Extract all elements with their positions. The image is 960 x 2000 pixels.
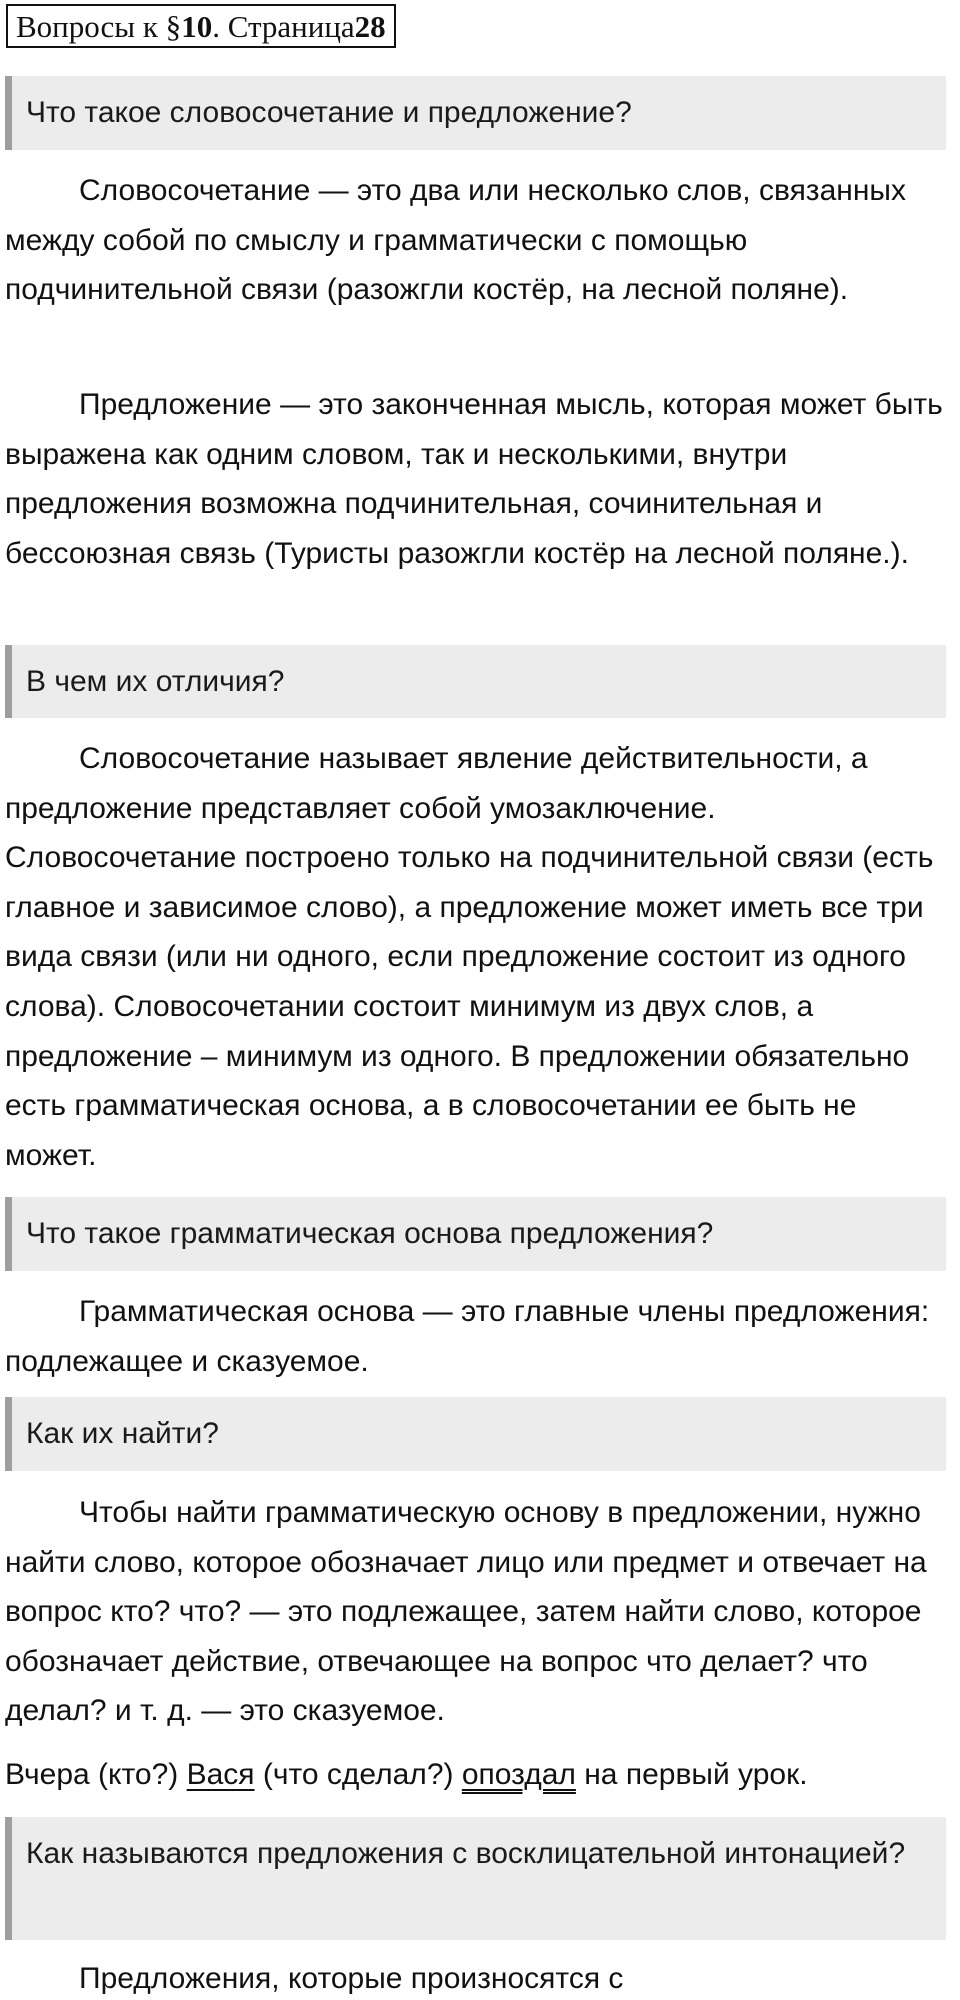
question-heading <box>5 1397 946 1471</box>
header-prefix: Вопросы к § <box>16 8 182 44</box>
header-section-number: 10 <box>181 8 213 44</box>
answer-paragraph: Грамматическая основа — это главные члены предложения: подлежащее и сказуемое. <box>5 1295 930 1378</box>
answer-paragraph: Предложение — это законченная мысль, которая может быть выражена как одним словом, так и несколькими, внутри предложения возможна подчинительная, сочинительная и бессоюзная связь (Туристы разожгли костёр на лесной поляне.). <box>5 388 943 570</box>
example-part: (что сделал?) <box>254 1758 462 1791</box>
question-text: В чем их отличия? <box>26 664 285 698</box>
question-text: Что такое словосочетание и предложение? <box>26 96 632 129</box>
question-heading <box>5 1197 946 1271</box>
answer-paragraph: Чтобы найти грамматическую основу в предложении, нужно найти слово, которое обозначает лицо или предмет и отвечает на вопрос кто? что? — это подлежащее, затем найти слово, которое обозначает действие, отвечающее на вопрос что делает? что делал? и т. д. — это сказуемое. <box>5 1496 927 1728</box>
answer-paragraph: Предложения, которые произносятся с <box>79 1962 624 1995</box>
question-text: Как их найти? <box>26 1417 219 1450</box>
example-sentence <box>5 1750 950 1800</box>
example-part: на первый урок. <box>575 1758 808 1791</box>
answer-paragraph: Словосочетание называет явление действительности, а предложение представляет собой умозаключение. Словосочетание построено только на подчинительной связи (есть главное и зависимое слово), а предложение может иметь все три вида связи (или ни одного, если предложение состоит из одного слова). Словосочетании состоит минимум из двух слов, а предложение – минимум из одного. В предложении обязательно есть грамматическая основа, а в словосочетании ее быть не может. <box>5 742 934 1172</box>
question-heading <box>5 1817 946 1940</box>
header-middle: . Страница <box>212 8 355 44</box>
example-part: Вчера (кто?) <box>5 1758 187 1791</box>
answer-paragraph: Словосочетание — это два или несколько слов, связанных между собой по смыслу и грамматически с помощью подчинительной связи (разожгли костёр, на лесной поляне). <box>5 174 906 307</box>
question-text: Как называются предложения с восклицательной интонацией? <box>26 1837 906 1870</box>
header-page-number: 28 <box>354 8 386 44</box>
question-heading <box>5 645 946 718</box>
page-header <box>6 4 396 48</box>
question-text: Что такое грамматическая основа предложения? <box>26 1217 714 1250</box>
subject-word: Вася <box>186 1758 255 1791</box>
predicate-word: опоздал <box>461 1758 576 1791</box>
question-heading <box>5 76 946 150</box>
